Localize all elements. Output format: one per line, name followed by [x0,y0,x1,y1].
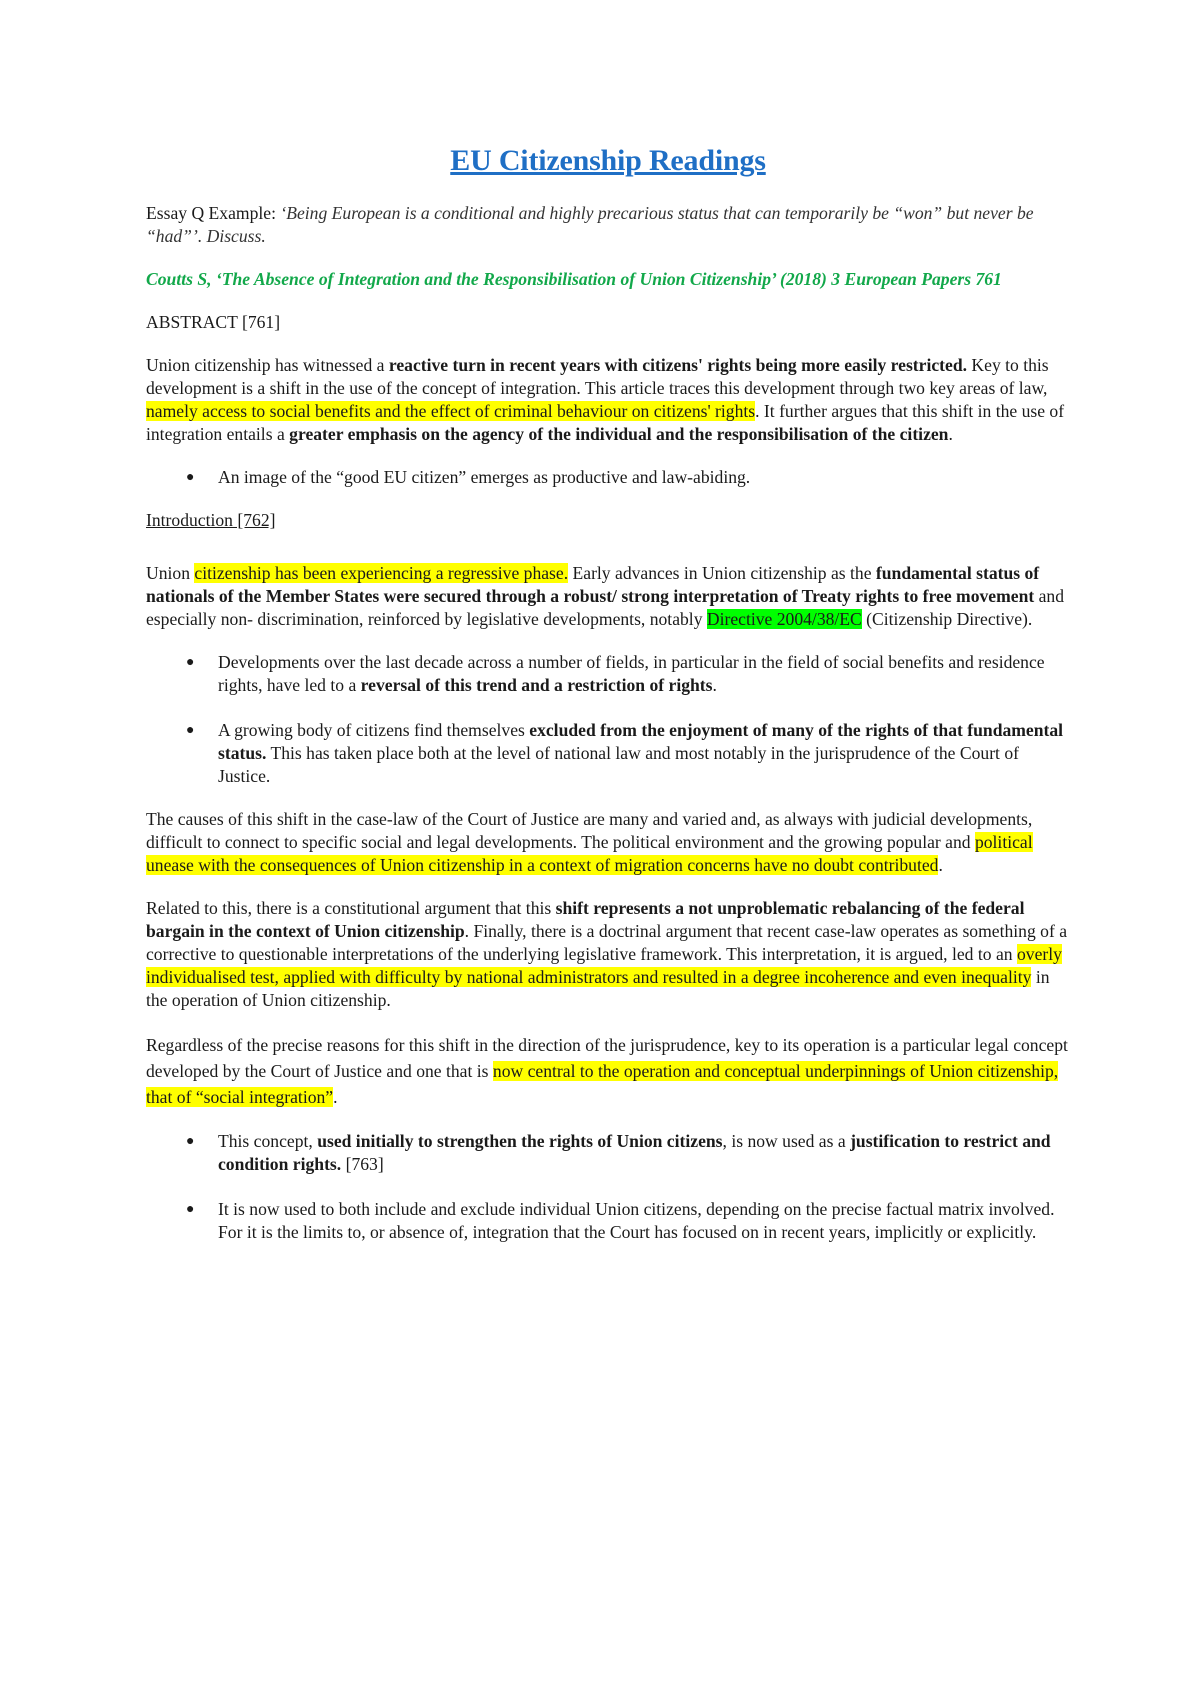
list-item [146,719,1070,788]
bullet-icon: ● [186,655,195,670]
bold-run: greater emphasis on the agency of the individual and the responsibilisation of the citizen [289,424,949,444]
text-run: This concept, [218,1131,318,1151]
text-run: (Citizenship Directive). [861,609,1033,629]
list-item-text: It is now used to both include and exclude individual Union citizens, depending on the precise factual matrix involved. For it is the limits to, or absence of, integration that the Court has focused on in recent years, implicitly or explicitly. [218,1199,1055,1242]
text-run: . [333,1087,338,1107]
text-run: Early advances in Union citizenship as the [568,563,876,583]
bold-run: reactive turn in recent years with citizens' rights being more easily restricted. [388,355,968,375]
bullet-icon: ● [186,1202,195,1217]
citation: Coutts S, ‘The Absence of Integration and the Responsibilisation of Union Citizenship’ (2018) 3 European Papers 761 [146,269,1002,289]
highlight-run: namely access to social benefits and the effect of criminal behaviour on citizens' rights [146,401,756,421]
list-item [146,1198,1070,1244]
highlight-run: citizenship has been experiencing a regressive phase. [194,563,569,583]
text-run: . [948,424,953,444]
regardless-paragraph [146,1032,1070,1110]
abstract-bullet-list [146,466,1070,489]
text-run: A growing body of citizens find themselves [218,720,530,740]
text-run: The causes of this shift in the case-law of the Court of Justice are many and varied and, as always with judicial developments, difficult to connect to specific social and legal developments. The political environment and the growing popular and [146,809,1033,852]
intro-bullet-list [146,651,1070,788]
highlight-run: now central to the operation and conceptual underpinnings of Union citizenship, that of “social integration” [146,1061,1059,1107]
text-run: This has taken place both at the level of national law and most notably in the jurisprudence of the Court of Justice. [218,743,1019,786]
text-run: Regardless of the precise reasons for this shift in the direction of the jurisprudence, key to its operation is a particular legal concept developed by the Court of Justice and one that is [146,1035,1068,1081]
text-run: Union [146,563,195,583]
text-run: Union citizenship has witnessed a [146,355,389,375]
text-run: Related to this, there is a constitutional argument that this [146,898,556,918]
bold-run: shift represents a not unproblematic rebalancing of the federal bargain in the context of Union citizenship [146,898,1025,941]
abstract-heading: ABSTRACT [761] [146,312,281,332]
text-run: and especially non- discrimination, reinforced by legislative developments, notably [146,586,1065,629]
bullet-icon: ● [186,470,195,485]
related-paragraph [146,897,1070,1012]
text-run: [763] [341,1154,384,1174]
essay-question-text: ‘Being European is a conditional and highly precarious status that can temporarily be “won” but never be “had”’. Discuss. [146,203,1034,246]
intro-paragraph [146,562,1070,631]
bold-run: justification to restrict and condition rights. [218,1131,1051,1174]
text-run: , is now used as a [722,1131,851,1151]
bold-run: used initially to strengthen the rights of Union citizens [317,1131,723,1151]
abstract-paragraph [146,354,1070,446]
text-run: . Finally, there is a doctrinal argument that recent case-law operates as something of a corrective to questionable interpretations of the underlying legislative framework. This interpretation, it is argued, led to an [146,921,1068,964]
directive-highlight: Directive 2004/38/EC [706,609,862,629]
text-run: . It further argues that this shift in the use of integration entails a [146,401,1065,444]
list-item-text: An image of the “good EU citizen” emerges as productive and law-abiding. [218,467,751,487]
essay-question [146,202,1070,248]
essay-label: Essay Q Example: [146,203,281,223]
causes-paragraph [146,808,1070,877]
bullet-icon: ● [186,1134,195,1149]
bold-run: excluded from the enjoyment of many of the rights of that fundamental status. [218,720,1064,763]
text-run: Developments over the last decade across a number of fields, in particular in the field of social benefits and residence rights, have led to a [218,652,1045,695]
list-item [146,1130,1070,1176]
document-title: EU Citizenship Readings [450,144,766,177]
text-run: . [938,855,943,875]
bullet-icon: ● [186,723,195,738]
highlight-run: overly individualised test, applied with difficulty by national administrators and resulted in a degree incoherence and even inequality [146,944,1062,987]
highlight-run: political unease with the consequences of Union citizenship in a context of migration concerns have no doubt contributed [146,832,1033,875]
list-item [146,651,1070,697]
final-bullet-list [146,1130,1070,1244]
bold-run: fundamental status of nationals of the Member States were secured through a robust/ strong interpretation of Treaty rights to free movement [146,563,1040,606]
list-item [146,466,1070,489]
text-run: . [712,675,717,695]
bold-run: reversal of this trend and a restriction of rights [360,675,713,695]
intro-heading: Introduction [762] [146,510,276,530]
text-run: Key to this development is a shift in the use of the concept of integration. This article traces this development through two key areas of law, [146,355,1049,398]
text-run: in the operation of Union citizenship. [146,967,1050,1010]
